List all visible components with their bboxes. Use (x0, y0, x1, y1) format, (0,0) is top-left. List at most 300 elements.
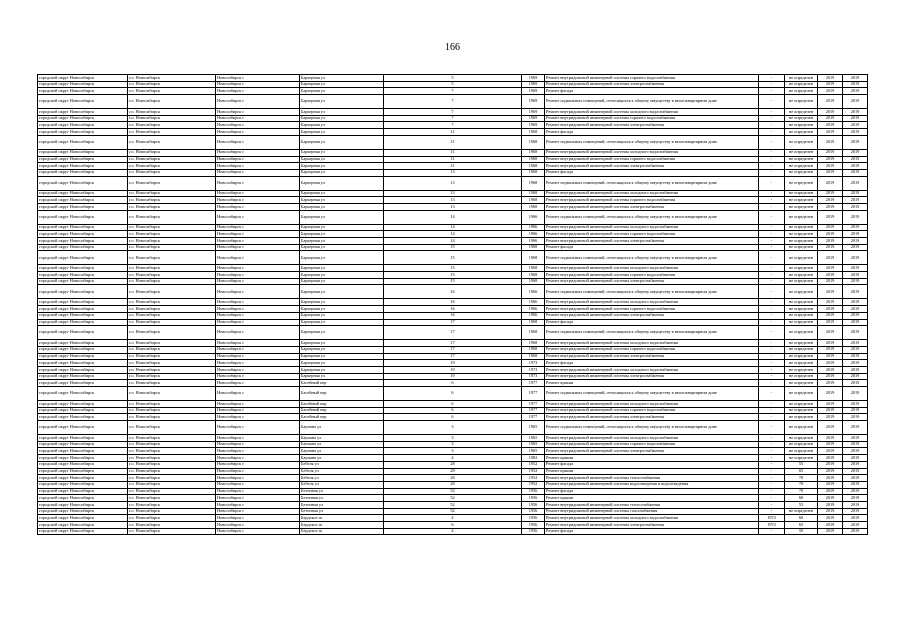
cell-street: Барьерная ул (300, 95, 384, 109)
cell-city: Новосибирск г (216, 346, 300, 353)
cell-district: городской округ Новосибирск (38, 380, 128, 387)
cell-cost: не определен (785, 81, 818, 88)
cell-year-start: 2019 (818, 346, 843, 353)
cell-city: Новосибирск г (216, 488, 300, 495)
cell-street: Бебеля ул (300, 461, 384, 468)
cell-street: Бетонная ул (300, 501, 384, 508)
cell-settlement: г.о. Новосибирск (128, 340, 216, 347)
cell-work: Ремонт крыши (545, 468, 759, 475)
table-row (38, 326, 868, 340)
cell-city: Новосибирск г (216, 197, 300, 204)
cell-extra: - (759, 414, 785, 421)
cell-street: Барьерная ул (300, 319, 384, 326)
cell-settlement: г.о. Новосибирск (128, 238, 216, 245)
cell-district: городской округ Новосибирск (38, 435, 128, 442)
cell-house: 28 (384, 468, 522, 475)
cell-cost: не определен (785, 149, 818, 156)
cell-city: Новосибирск г (216, 468, 300, 475)
cell-year-end: 2019 (843, 448, 868, 455)
table-row (38, 515, 868, 522)
cell-settlement: г.о. Новосибирск (128, 169, 216, 176)
cell-year: 1966 (522, 238, 545, 245)
cell-district: городской округ Новосибирск (38, 190, 128, 197)
cell-street: Басейный пер (300, 380, 384, 387)
cell-extra: - (759, 224, 785, 231)
cell-work: Ремонт внутридомовой инженерной системы водоотведения и водоотведения (545, 481, 759, 488)
cell-district: городской округ Новосибирск (38, 319, 128, 326)
cell-settlement: г.о. Новосибирск (128, 475, 216, 482)
cell-city: Новосибирск г (216, 163, 300, 170)
cell-year-start: 2019 (818, 231, 843, 238)
cell-year-start: 2019 (818, 156, 843, 163)
cell-house: 52 (384, 501, 522, 508)
cell-cost: не определен (785, 190, 818, 197)
cell-district: городской округ Новосибирск (38, 156, 128, 163)
cell-year: 1968 (522, 203, 545, 210)
cell-work: Ремонт внутридомовой инженерной системы холодного водоснабжения (545, 366, 759, 373)
cell-settlement: г.о. Новосибирск (128, 366, 216, 373)
cell-year-start: 2019 (818, 373, 843, 380)
cell-city: Новосибирск г (216, 495, 300, 502)
cell-year-start: 2019 (818, 238, 843, 245)
cell-year-end: 2019 (843, 481, 868, 488)
cell-cost: не определен (785, 441, 818, 448)
cell-district: городской округ Новосибирск (38, 387, 128, 401)
cell-cost: не определен (785, 176, 818, 190)
cell-year-end: 2019 (843, 401, 868, 408)
cell-settlement: г.о. Новосибирск (128, 163, 216, 170)
cell-cost: не определен (785, 238, 818, 245)
cell-year: 1956 (522, 528, 545, 535)
cell-house: 14 (384, 238, 522, 245)
cell-street: Барьерная ул (300, 360, 384, 367)
cell-street: Бетонная ул (300, 495, 384, 502)
cell-house: 19 (384, 373, 522, 380)
cell-district: городской округ Новосибирск (38, 501, 128, 508)
cell-cost: 70 (785, 488, 818, 495)
cell-street: Баумана ул (300, 441, 384, 448)
cell-settlement: г.о. Новосибирск (128, 251, 216, 265)
cell-year: 1956 (522, 501, 545, 508)
cell-year: 1969 (522, 95, 545, 109)
cell-district: городской округ Новосибирск (38, 481, 128, 488)
cell-settlement: г.о. Новосибирск (128, 380, 216, 387)
cell-district: городской округ Новосибирск (38, 353, 128, 360)
cell-year: 1965 (522, 448, 545, 455)
cell-street: Бердское ш (300, 522, 384, 529)
cell-year-end: 2019 (843, 319, 868, 326)
table-row (38, 353, 868, 360)
cell-year-end: 2019 (843, 135, 868, 149)
cell-cost: не определен (785, 387, 818, 401)
cell-city: Новосибирск г (216, 522, 300, 529)
cell-district: городской округ Новосибирск (38, 278, 128, 285)
cell-city: Новосибирск г (216, 515, 300, 522)
cell-house: 16 (384, 285, 522, 299)
table-row (38, 203, 868, 210)
cell-year: 1952 (522, 461, 545, 468)
table-row (38, 115, 868, 122)
cell-extra: - (759, 488, 785, 495)
cell-work: Ремонт внутридомовой инженерной системы горячего водоснабжения (545, 306, 759, 313)
cell-street: Басейный пер (300, 387, 384, 401)
cell-settlement: г.о. Новосибирск (128, 508, 216, 515)
cell-city: Новосибирск г (216, 95, 300, 109)
cell-extra: - (759, 109, 785, 116)
cell-settlement: г.о. Новосибирск (128, 435, 216, 442)
cell-cost: не определен (785, 95, 818, 109)
cell-settlement: г.о. Новосибирск (128, 299, 216, 306)
cell-district: городской округ Новосибирск (38, 122, 128, 129)
cell-house: 14 (384, 231, 522, 238)
cell-street: Бердское ш (300, 528, 384, 535)
cell-cost: не определен (785, 366, 818, 373)
cell-settlement: г.о. Новосибирск (128, 156, 216, 163)
cell-year: 1969 (522, 109, 545, 116)
table-row (38, 238, 868, 245)
cell-street: Барьерная ул (300, 115, 384, 122)
cell-year-start: 2019 (818, 312, 843, 319)
cell-year-start: 2019 (818, 468, 843, 475)
cell-house: 5 (384, 81, 522, 88)
cell-district: городской округ Новосибирск (38, 508, 128, 515)
cell-year-end: 2019 (843, 515, 868, 522)
cell-year-end: 2019 (843, 387, 868, 401)
cell-year-start: 2019 (818, 272, 843, 279)
cell-extra: - (759, 169, 785, 176)
cell-year-end: 2019 (843, 306, 868, 313)
cell-street: Барьерная ул (300, 265, 384, 272)
cell-work: Ремонт внутридомовой инженерной системы горячего водоснабжения (545, 75, 759, 82)
cell-settlement: г.о. Новосибирск (128, 210, 216, 224)
cell-extra: - (759, 210, 785, 224)
cell-street: Барьерная ул (300, 366, 384, 373)
cell-district: городской округ Новосибирск (38, 285, 128, 299)
cell-year-start: 2019 (818, 224, 843, 231)
table-row (38, 508, 868, 515)
cell-house: 16 (384, 312, 522, 319)
cell-district: городской округ Новосибирск (38, 448, 128, 455)
cell-street: Барьерная ул (300, 251, 384, 265)
cell-year-end: 2019 (843, 475, 868, 482)
cell-district: городской округ Новосибирск (38, 149, 128, 156)
cell-settlement: г.о. Новосибирск (128, 95, 216, 109)
cell-city: Новосибирск г (216, 387, 300, 401)
cell-cost: не определен (785, 380, 818, 387)
cell-district: городской округ Новосибирск (38, 238, 128, 245)
cell-settlement: г.о. Новосибирск (128, 387, 216, 401)
cell-cost: не определен (785, 135, 818, 149)
cell-house: 6 (384, 414, 522, 421)
cell-year: 1965 (522, 435, 545, 442)
cell-street: Барьерная ул (300, 238, 384, 245)
cell-work: Ремонт внутридомовой инженерной системы электроснабжения (545, 373, 759, 380)
cell-street: Барьерная ул (300, 203, 384, 210)
cell-settlement: г.о. Новосибирск (128, 265, 216, 272)
cell-year-end: 2019 (843, 272, 868, 279)
cell-street: Барьерная ул (300, 312, 384, 319)
cell-year-start: 2019 (818, 197, 843, 204)
cell-year: 1968 (522, 163, 545, 170)
cell-district: городской округ Новосибирск (38, 88, 128, 95)
cell-year: 1956 (522, 522, 545, 529)
cell-extra: - (759, 495, 785, 502)
cell-extra: - (759, 340, 785, 347)
cell-year-start: 2019 (818, 95, 843, 109)
cell-settlement: г.о. Новосибирск (128, 109, 216, 116)
cell-year: 1968 (522, 149, 545, 156)
cell-house: 17 (384, 319, 522, 326)
cell-year: 1952 (522, 475, 545, 482)
cell-street: Барьерная ул (300, 129, 384, 136)
table-row (38, 481, 868, 488)
cell-cost: не определен (785, 129, 818, 136)
cell-street: Барьерная ул (300, 373, 384, 380)
cell-year-end: 2019 (843, 461, 868, 468)
cell-street: Барьерная ул (300, 346, 384, 353)
cell-house: 4 (384, 528, 522, 535)
cell-cost: не определен (785, 326, 818, 340)
cell-extra: - (759, 380, 785, 387)
cell-extra: - (759, 360, 785, 367)
cell-house: 7 (384, 115, 522, 122)
cell-settlement: г.о. Новосибирск (128, 197, 216, 204)
cell-year: 1968 (522, 169, 545, 176)
cell-work: Ремонт подвальных помещений, относящихся к общему имуществу в многоквартирном доме (545, 135, 759, 149)
cell-city: Новосибирск г (216, 481, 300, 488)
cell-settlement: г.о. Новосибирск (128, 414, 216, 421)
cell-settlement: г.о. Новосибирск (128, 448, 216, 455)
cell-street: Баумана ул (300, 435, 384, 442)
table-row (38, 468, 868, 475)
cell-work: Ремонт внутридомовой инженерной системы холодного водоснабжения (545, 224, 759, 231)
cell-year-start: 2019 (818, 515, 843, 522)
cell-city: Новосибирск г (216, 203, 300, 210)
cell-work: Ремонт внутридомовой инженерной системы холодного водоснабжения (545, 109, 759, 116)
table-row (38, 210, 868, 224)
cell-settlement: г.о. Новосибирск (128, 461, 216, 468)
cell-city: Новосибирск г (216, 299, 300, 306)
cell-year: 1968 (522, 353, 545, 360)
cell-city: Новосибирск г (216, 169, 300, 176)
cell-year: 1977 (522, 407, 545, 414)
cell-year-start: 2019 (818, 190, 843, 197)
cell-cost: не определен (785, 373, 818, 380)
cell-settlement: г.о. Новосибирск (128, 360, 216, 367)
cell-work: Ремонт внутридомовой инженерной системы электроснабжения (545, 163, 759, 170)
cell-year-start: 2019 (818, 135, 843, 149)
cell-year-end: 2019 (843, 156, 868, 163)
cell-street: Барьерная ул (300, 340, 384, 347)
table-row (38, 169, 868, 176)
cell-street: Басейный пер (300, 401, 384, 408)
cell-city: Новосибирск г (216, 115, 300, 122)
cell-street: Барьерная ул (300, 149, 384, 156)
cell-work: Ремонт фасада (545, 360, 759, 367)
cell-settlement: г.о. Новосибирск (128, 122, 216, 129)
cell-cost: не определен (785, 508, 818, 515)
cell-year: 1968 (522, 340, 545, 347)
cell-year-start: 2019 (818, 169, 843, 176)
cell-cost: не определен (785, 340, 818, 347)
table-row (38, 495, 868, 502)
cell-work: Ремонт внутридомовой инженерной системы холодного водоснабжения (545, 265, 759, 272)
cell-cost: не определен (785, 109, 818, 116)
cell-year: 1982 (522, 455, 545, 462)
cell-work: Ремонт крыши (545, 495, 759, 502)
cell-house: 6 (384, 407, 522, 414)
cell-house: 52 (384, 488, 522, 495)
cell-extra: - (759, 272, 785, 279)
cell-cost: не определен (785, 169, 818, 176)
cell-extra: - (759, 319, 785, 326)
cell-year: 1952 (522, 468, 545, 475)
cell-street: Барьерная ул (300, 244, 384, 251)
cell-year-end: 2019 (843, 299, 868, 306)
cell-district: городской округ Новосибирск (38, 306, 128, 313)
cell-year-start: 2019 (818, 115, 843, 122)
cell-year-start: 2019 (818, 129, 843, 136)
cell-street: Барьерная ул (300, 231, 384, 238)
cell-year-start: 2019 (818, 360, 843, 367)
table-row (38, 319, 868, 326)
cell-house: 17 (384, 326, 522, 340)
cell-year-start: 2019 (818, 163, 843, 170)
table-row (38, 109, 868, 116)
cell-street: Барьерная ул (300, 353, 384, 360)
cell-street: Барьерная ул (300, 224, 384, 231)
cell-work: Ремонт внутридомовой инженерной системы электроснабжения (545, 353, 759, 360)
cell-cost: не определен (785, 448, 818, 455)
cell-house: 13 (384, 197, 522, 204)
cell-work: Ремонт внутридомовой инженерной системы электроснабжения (545, 81, 759, 88)
cell-extra: - (759, 285, 785, 299)
cell-city: Новосибирск г (216, 75, 300, 82)
cell-street: Бетонная ул (300, 508, 384, 515)
table-row (38, 95, 868, 109)
cell-street: Барьерная ул (300, 156, 384, 163)
cell-extra: - (759, 401, 785, 408)
cell-city: Новосибирск г (216, 360, 300, 367)
table-row (38, 251, 868, 265)
cell-extra: - (759, 387, 785, 401)
cell-cost: 70 (785, 481, 818, 488)
table-row (38, 528, 868, 535)
cell-cost: не определен (785, 435, 818, 442)
cell-district: городской округ Новосибирск (38, 373, 128, 380)
cell-extra: - (759, 197, 785, 204)
cell-settlement: г.о. Новосибирск (128, 272, 216, 279)
cell-year-end: 2019 (843, 265, 868, 272)
cell-street: Барьерная ул (300, 197, 384, 204)
cell-year-end: 2019 (843, 190, 868, 197)
cell-year: 1968 (522, 156, 545, 163)
cell-city: Новосибирск г (216, 373, 300, 380)
cell-house: 3 (384, 441, 522, 448)
cell-cost: не определен (785, 231, 818, 238)
cell-cost: 55 (785, 461, 818, 468)
page-number: 166 (445, 42, 460, 53)
cell-house: 15 (384, 272, 522, 279)
cell-street: Барьерная ул (300, 88, 384, 95)
cell-year: 1968 (522, 197, 545, 204)
cell-district: городской округ Новосибирск (38, 203, 128, 210)
cell-house: 13 (384, 190, 522, 197)
cell-city: Новосибирск г (216, 88, 300, 95)
cell-settlement: г.о. Новосибирск (128, 203, 216, 210)
cell-work: Ремонт подвальных помещений, относящихся к общему имуществу в многоквартирном доме (545, 251, 759, 265)
cell-work: Ремонт внутридомовой инженерной системы горячего водоснабжения (545, 115, 759, 122)
cell-work: Ремонт внутридомовой инженерной системы горячего водоснабжения (545, 197, 759, 204)
table-row (38, 340, 868, 347)
cell-year: 1969 (522, 88, 545, 95)
cell-year-end: 2019 (843, 340, 868, 347)
cell-year: 1966 (522, 299, 545, 306)
cell-year-start: 2019 (818, 265, 843, 272)
cell-house: 4 (384, 455, 522, 462)
cell-house: 7 (384, 109, 522, 116)
cell-year-end: 2019 (843, 468, 868, 475)
cell-cost: не определен (785, 265, 818, 272)
cell-work: Ремонт подвальных помещений, относящихся к общему имуществу в многоквартирном доме (545, 285, 759, 299)
table-row (38, 448, 868, 455)
cell-district: городской округ Новосибирск (38, 135, 128, 149)
cell-cost: 50 (785, 528, 818, 535)
cell-year-start: 2019 (818, 461, 843, 468)
cell-city: Новосибирск г (216, 366, 300, 373)
cell-cost: не определен (785, 244, 818, 251)
cell-district: городской округ Новосибирск (38, 475, 128, 482)
cell-year-end: 2019 (843, 501, 868, 508)
cell-year-end: 2019 (843, 380, 868, 387)
cell-year-start: 2019 (818, 109, 843, 116)
cell-year: 1965 (522, 421, 545, 435)
table-row (38, 380, 868, 387)
cell-settlement: г.о. Новосибирск (128, 522, 216, 529)
cell-year-end: 2019 (843, 366, 868, 373)
cell-extra: - (759, 190, 785, 197)
cell-city: Новосибирск г (216, 190, 300, 197)
cell-street: Барьерная ул (300, 210, 384, 224)
cell-house: 6 (384, 522, 522, 529)
cell-year-start: 2019 (818, 435, 843, 442)
cell-district: городской округ Новосибирск (38, 176, 128, 190)
cell-cost: не определен (785, 455, 818, 462)
cell-extra: - (759, 407, 785, 414)
table-row (38, 401, 868, 408)
cell-work: Ремонт внутридомовой инженерной системы электроснабжения (545, 522, 759, 529)
cell-settlement: г.о. Новосибирск (128, 135, 216, 149)
cell-year-start: 2019 (818, 421, 843, 435)
cell-year-start: 2019 (818, 380, 843, 387)
cell-extra: - (759, 231, 785, 238)
cell-street: Барьерная ул (300, 122, 384, 129)
cell-year-end: 2019 (843, 346, 868, 353)
cell-house: 11 (384, 149, 522, 156)
table-row (38, 441, 868, 448)
cell-work: Ремонт внутридомовой инженерной системы холодного водоснабжения (545, 340, 759, 347)
cell-work: Ремонт внутридомовой инженерной системы горячего водоснабжения (545, 346, 759, 353)
cell-extra: - (759, 481, 785, 488)
cell-district: городской округ Новосибирск (38, 129, 128, 136)
table-row (38, 312, 868, 319)
cell-year-end: 2019 (843, 353, 868, 360)
cell-settlement: г.о. Новосибирск (128, 353, 216, 360)
cell-year-start: 2019 (818, 401, 843, 408)
cell-year: 1966 (522, 285, 545, 299)
cell-street: Барьерная ул (300, 272, 384, 279)
cell-street: Барьерная ул (300, 190, 384, 197)
